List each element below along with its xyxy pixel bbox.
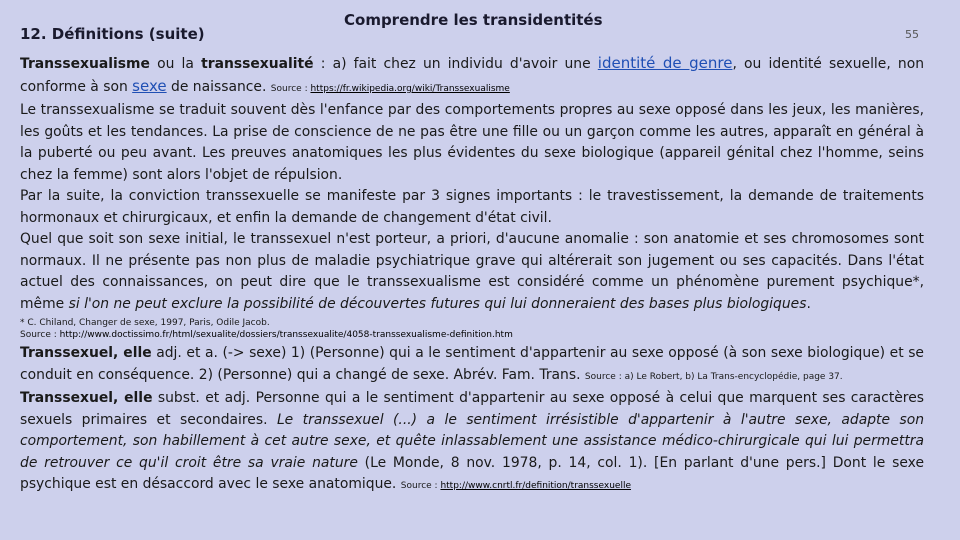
source-label: Source : <box>20 330 60 340</box>
source-link-wikipedia[interactable]: https://fr.wikipedia.org/wiki/Transsexualisme <box>310 83 510 94</box>
link-identite-de-genre[interactable]: identité de genre <box>597 54 733 72</box>
text: Quel que soit son sexe initial, le transsexuel n'est porteur, a priori, d'aucune anomalie : son anatomie et ses chromosomes sont normaux. Il ne présente pas non plus de maladie psychiatrique grave qui altérerait son jugement ou ses capacités. Dans l'état actuel des connaissances, on peut dire que le transsexualisme est considéré comme un phénomène purement psychique*, même <box>20 231 924 312</box>
text: : a) fait chez un individu d'avoir une <box>313 56 598 72</box>
term-transsexuel: Transsexuel, elle <box>20 345 152 361</box>
term-transsexualisme: Transsexualisme <box>20 56 150 72</box>
source-citation <box>271 84 510 94</box>
footnote-citation: * C. Chiland, Changer de sexe, 1997, Paris, Odile Jacob. <box>20 318 270 328</box>
page-number: 55 <box>905 28 919 41</box>
text: . <box>806 295 811 312</box>
link-sexe[interactable]: sexe <box>132 76 167 95</box>
paragraph-robert-definition <box>20 343 924 388</box>
paragraph-cnrtl-definition <box>20 388 924 498</box>
text: subst. et adj. Personne qui a le sentiment d'appartenir au sexe opposé à celui que marquent ses caractères sexuels primaires et secondaires. <box>20 390 924 428</box>
text: de naissance. <box>166 78 271 95</box>
paragraph-psychic <box>20 229 924 315</box>
footnote <box>20 317 924 341</box>
source-link-doctissimo[interactable]: http://www.doctissimo.fr/html/sexualite/dossiers/transsexualite/4058-transsexualisme-definition.htm <box>59 330 513 340</box>
source-label: Source : <box>270 83 311 94</box>
italic-text: si l'on ne peut exclure la possibilité de découvertes futures qui lui donneraient des bases plus biologiques <box>68 295 807 312</box>
section-title: 12. Définitions (suite) <box>20 25 205 43</box>
source-citation: Source : a) Le Robert, b) La Trans-encyclopédie, page 37. <box>584 371 843 382</box>
source-citation <box>401 481 631 491</box>
term-transsexualite: transsexualité <box>201 56 314 72</box>
text: , ou identité sexuelle, non conforme à son <box>20 56 925 95</box>
paragraph-childhood: Le transsexualisme se traduit souvent dès l'enfance par des comportements propres au sexe opposé dans les jeux, les manières, les goûts et les tendances. La prise de conscience de ne pas être une fille ou un garçon comme les autres, apparaît en général à la puberté ou peu avant. Les preuves anatomiques les plus évidentes du sexe biologique (appareil génital chez l'homme, seins chez la femme) sont alors l'objet de répulsion. <box>20 102 924 183</box>
text: adj. et a. (-> sexe) 1) (Personne) qui a le sentiment d'appartenir au sexe opposé (à son sexe biologique) et se conduit en conséquence. 2) (Personne) qui a changé de sexe. Abrév. Fam. Trans. <box>20 345 924 383</box>
paragraph-definition-wikipedia <box>20 53 924 100</box>
slide-body <box>20 53 924 498</box>
term-transsexuel: Transsexuel, elle <box>20 390 153 406</box>
text: (Le Monde, 8 nov. 1978, p. 14, col. 1). [En parlant d'une pers.] Dont le sexe psychique est en désaccord avec le sexe anatomique. <box>20 454 924 492</box>
source-label: Source : <box>400 481 441 491</box>
text: ou la <box>149 56 202 72</box>
source-link-cnrtl[interactable]: http://www.cnrtl.fr/definition/transsexuelle <box>440 481 631 491</box>
deck-title: Comprendre les transidentités <box>344 11 603 29</box>
italic-quote: Le transsexuel (...) a le sentiment irrésistible d'appartenir à l'autre sexe, adapte son comportement, son habillement à cet autre sexe, et quête inlassablement une assistance médico-chirurgicale qui lui permettra de retrouver ce qu'il croit être sa vraie nature <box>20 411 924 471</box>
paragraph-signs: Par la suite, la conviction transsexuelle se manifeste par 3 signes importants : le travestissement, la demande de traitements hormonaux et chirurgicaux, et enfin la demande de changement d'état civil. <box>20 188 924 226</box>
